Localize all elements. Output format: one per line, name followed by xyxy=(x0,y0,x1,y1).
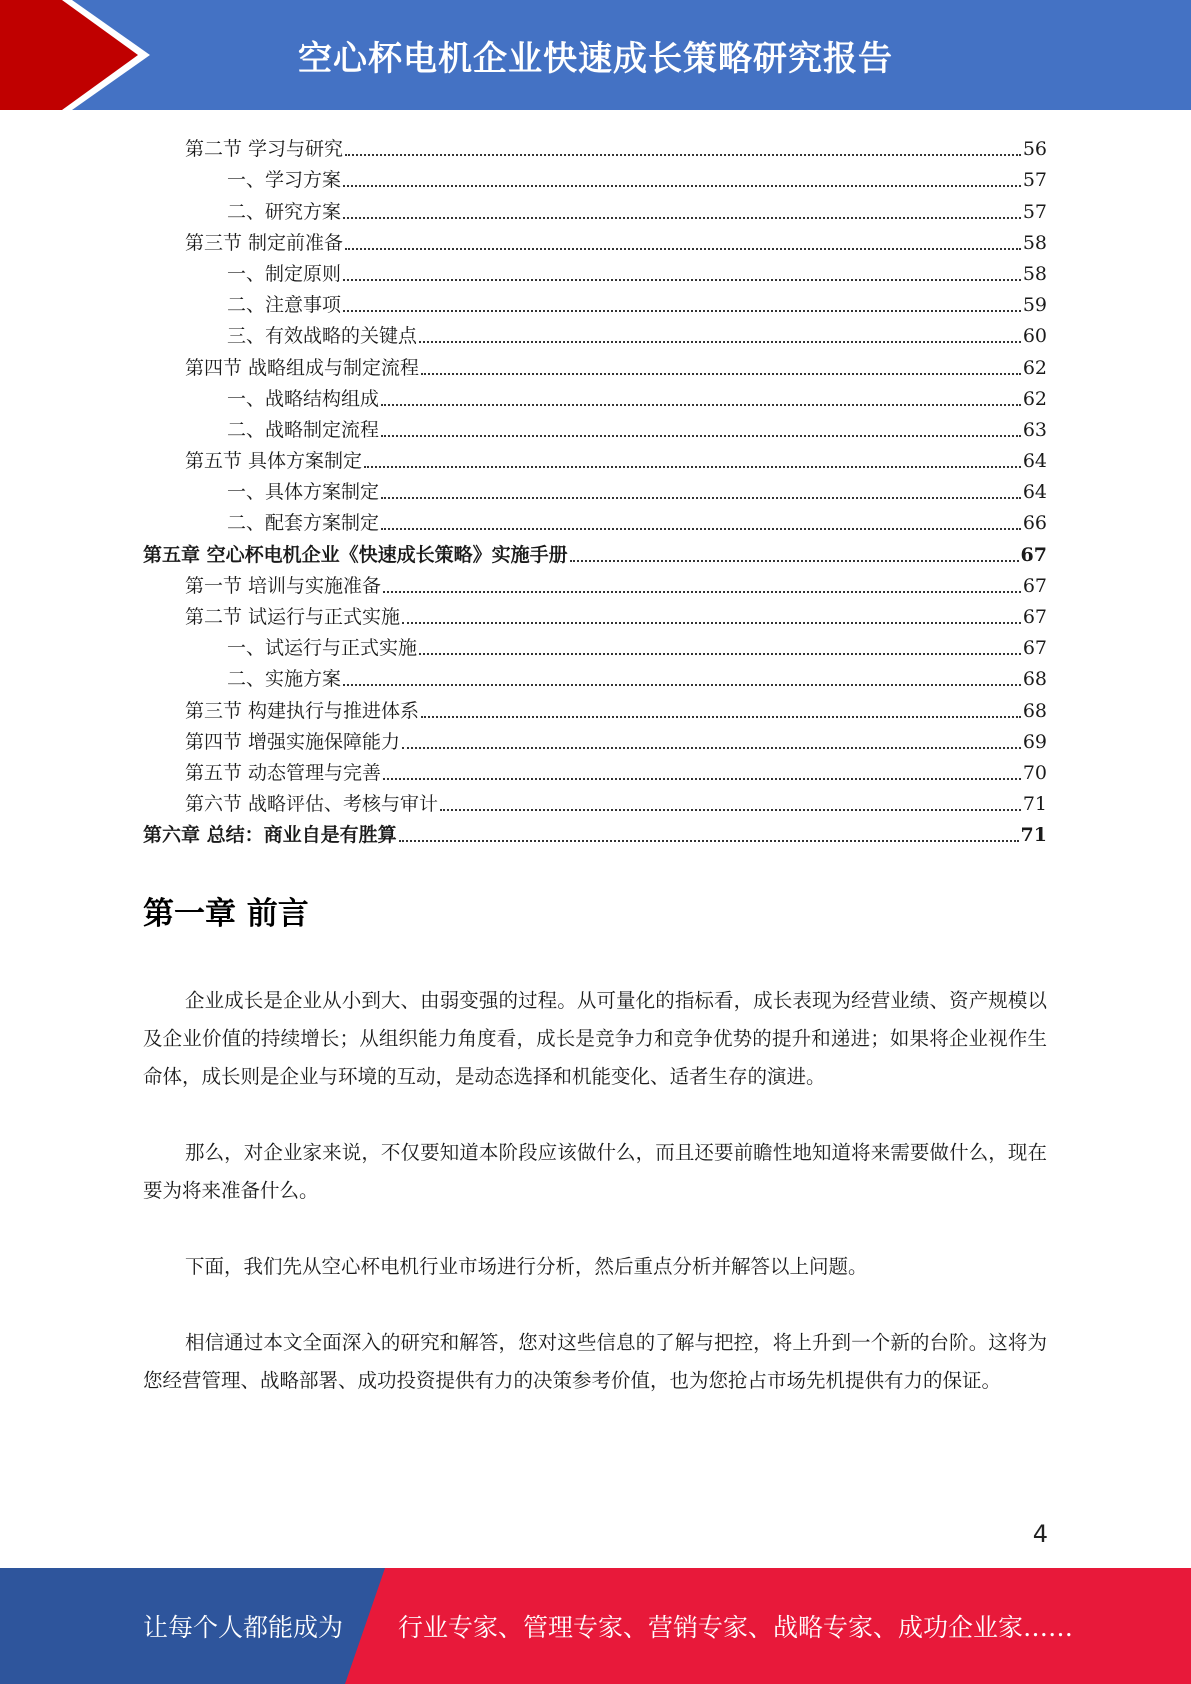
toc-entry-label: 第五章 空心杯电机企业《快速成长策略》实施手册 xyxy=(143,543,568,566)
toc-entry-page: 60 xyxy=(1022,325,1047,348)
toc-entry-page: 64 xyxy=(1022,481,1047,504)
toc-entry-label: 二、实施方案 xyxy=(227,668,342,691)
header-title: 空心杯电机企业快速成长策略研究报告 xyxy=(298,38,893,79)
toc-entry[interactable] xyxy=(143,129,1047,160)
toc-entry[interactable] xyxy=(143,815,1047,846)
toc-entry[interactable] xyxy=(143,254,1047,285)
toc-entry-label: 一、战略结构组成 xyxy=(227,387,380,410)
toc-dot-leader xyxy=(343,217,1021,219)
toc-entry[interactable] xyxy=(143,316,1047,347)
toc-entry-label: 第六章 总结：商业自是有胜算 xyxy=(143,824,397,847)
toc-entry-page: 58 xyxy=(1022,262,1047,285)
toc-dot-leader xyxy=(419,653,1021,655)
toc-entry-label: 第五节 具体方案制定 xyxy=(185,450,363,473)
toc-entry-label: 第三节 制定前准备 xyxy=(185,231,344,254)
toc-entry-page: 56 xyxy=(1022,138,1047,161)
toc-entry-label: 三、有效战略的关键点 xyxy=(227,325,418,348)
table-of-contents xyxy=(143,129,1047,846)
toc-dot-leader xyxy=(343,279,1021,281)
page-number: 4 xyxy=(1032,1520,1048,1548)
toc-entry-page: 57 xyxy=(1022,200,1047,223)
toc-entry[interactable] xyxy=(143,628,1047,659)
toc-entry-label: 一、试运行与正式实施 xyxy=(227,637,418,660)
toc-entry[interactable] xyxy=(143,503,1047,534)
toc-entry-page: 70 xyxy=(1022,761,1047,784)
toc-dot-leader xyxy=(440,809,1021,811)
toc-entry-label: 二、战略制定流程 xyxy=(227,418,380,441)
toc-dot-leader xyxy=(383,591,1021,593)
toc-dot-leader xyxy=(345,154,1021,156)
toc-entry-page: 57 xyxy=(1022,169,1047,192)
toc-dot-leader xyxy=(381,528,1021,530)
paragraph: 企业成长是企业从小到大、由弱变强的过程。从可量化的指标看，成长表现为经营业绩、资产规模以及企业价值的持续增长；从组织能力角度看，成长是竞争力和竞争优势的提升和递进；如果将企业视作生命体，成长则是企业与环境的互动，是动态选择和机能变化、适者生存的演进。 xyxy=(143,989,1047,1088)
toc-entry-label: 第三节 构建执行与推进体系 xyxy=(185,699,420,722)
toc-entry-label: 一、学习方案 xyxy=(227,169,342,192)
toc-dot-leader xyxy=(383,778,1021,780)
toc-dot-leader xyxy=(343,310,1021,312)
footer-slogan-left: 让每个人都能成为 xyxy=(143,1613,344,1642)
chapter-title: 第一章 前言 xyxy=(143,896,309,932)
toc-entry[interactable] xyxy=(143,191,1047,222)
toc-dot-leader xyxy=(345,248,1021,250)
toc-entry-page: 68 xyxy=(1022,668,1047,691)
toc-dot-leader xyxy=(419,341,1021,343)
toc-entry[interactable] xyxy=(143,410,1047,441)
toc-entry-page: 67 xyxy=(1022,574,1047,597)
toc-entry[interactable] xyxy=(143,160,1047,191)
toc-entry[interactable] xyxy=(143,534,1047,565)
toc-entry[interactable] xyxy=(143,441,1047,472)
toc-entry-label: 第五节 动态管理与完善 xyxy=(185,761,382,784)
toc-entry[interactable] xyxy=(143,659,1047,690)
toc-entry-label: 第四节 增强实施保障能力 xyxy=(185,730,401,753)
toc-entry[interactable] xyxy=(143,285,1047,316)
page-footer xyxy=(0,1568,1191,1684)
toc-entry-page: 64 xyxy=(1022,450,1047,473)
toc-dot-leader xyxy=(343,684,1021,686)
toc-entry-page: 68 xyxy=(1022,699,1047,722)
toc-entry[interactable] xyxy=(143,690,1047,721)
toc-entry-label: 第二节 学习与研究 xyxy=(185,138,344,161)
toc-dot-leader xyxy=(381,435,1021,437)
toc-dot-leader xyxy=(421,373,1021,375)
toc-entry[interactable] xyxy=(143,379,1047,410)
toc-entry[interactable] xyxy=(143,597,1047,628)
toc-entry[interactable] xyxy=(143,566,1047,597)
toc-entry[interactable] xyxy=(143,722,1047,753)
toc-entry[interactable] xyxy=(143,347,1047,378)
toc-entry[interactable] xyxy=(143,472,1047,503)
toc-dot-leader xyxy=(364,466,1021,468)
toc-dot-leader xyxy=(381,497,1021,499)
toc-entry[interactable] xyxy=(143,223,1047,254)
toc-entry-page: 71 xyxy=(1022,793,1047,816)
toc-entry-label: 第二节 试运行与正式实施 xyxy=(185,606,401,628)
paragraph: 相信通过本文全面深入的研究和解答，您对这些信息的了解与把控，将上升到一个新的台阶。这将为您经营管理、战略部署、成功投资提供有力的决策参考价值，也为您抢占市场先机提供有力的保证。 xyxy=(143,1331,1047,1392)
toc-dot-leader xyxy=(381,404,1021,406)
toc-entry-page: 58 xyxy=(1022,231,1047,254)
toc-dot-leader xyxy=(402,747,1021,749)
toc-entry-label: 一、制定原则 xyxy=(227,262,342,285)
toc-dot-leader xyxy=(570,560,1019,562)
toc-entry-page: 69 xyxy=(1022,730,1047,753)
footer-slogan-right: 行业专家、管理专家、营销专家、战略专家、成功企业家…… xyxy=(398,1613,1074,1642)
page-header xyxy=(0,0,1191,110)
toc-entry-label: 二、研究方案 xyxy=(227,200,342,223)
toc-entry-label: 第四节 战略组成与制定流程 xyxy=(185,356,420,379)
paragraph: 下面，我们先从空心杯电机行业市场进行分析，然后重点分析并解答以上问题。 xyxy=(185,1255,868,1278)
paragraph: 那么，对企业家来说，不仅要知道本阶段应该做什么，而且还要前瞻性地知道将来需要做什么，现在要为将来准备什么。 xyxy=(143,1141,1047,1202)
toc-entry-page: 62 xyxy=(1022,387,1047,410)
toc-entry-page: 67 xyxy=(1020,543,1047,566)
header-chevron-decoration xyxy=(0,0,150,110)
toc-entry-page: 62 xyxy=(1022,356,1047,379)
toc-entry-page: 63 xyxy=(1022,418,1047,441)
toc-dot-leader xyxy=(399,840,1019,842)
toc-entry-page: 66 xyxy=(1022,512,1047,535)
toc-entry-page: 59 xyxy=(1022,294,1047,317)
toc-entry-label: 二、配套方案制定 xyxy=(227,512,380,535)
toc-entry-page: 71 xyxy=(1020,824,1047,847)
toc-dot-leader xyxy=(402,622,1021,624)
toc-entry[interactable] xyxy=(143,753,1047,784)
toc-entry-label: 一、具体方案制定 xyxy=(227,481,380,504)
toc-dot-leader xyxy=(343,185,1021,187)
toc-entry-label: 二、注意事项 xyxy=(227,294,342,317)
toc-entry-page: 67 xyxy=(1022,637,1047,660)
toc-entry[interactable] xyxy=(143,784,1047,815)
toc-entry-label: 第六节 战略评估、考核与审计 xyxy=(185,793,439,816)
toc-entry-label: 第一节 培训与实施准备 xyxy=(185,574,382,597)
toc-dot-leader xyxy=(421,716,1021,718)
toc-entry-page: 67 xyxy=(1022,606,1047,628)
